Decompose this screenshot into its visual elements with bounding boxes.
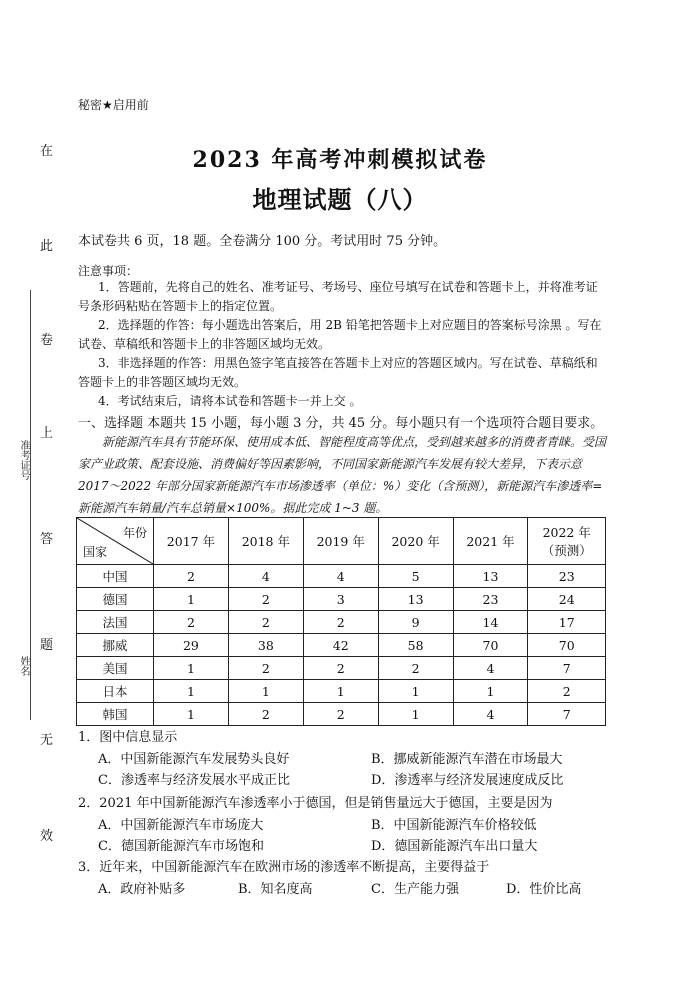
value-cell: 1 bbox=[378, 703, 453, 726]
value-cell: 4 bbox=[303, 565, 378, 588]
country-cell: 德国 bbox=[77, 588, 154, 611]
passage bbox=[78, 431, 610, 519]
year-header: 2020 年 bbox=[378, 518, 453, 565]
margin-char: 题 bbox=[40, 638, 54, 653]
value-cell: 5 bbox=[378, 565, 453, 588]
value-cell: 17 bbox=[528, 611, 606, 634]
table-row bbox=[77, 565, 606, 588]
table-row bbox=[77, 611, 606, 634]
value-cell: 14 bbox=[453, 611, 528, 634]
value-cell: 2 bbox=[303, 703, 378, 726]
penetration-table bbox=[76, 517, 606, 726]
value-cell: 7 bbox=[528, 657, 606, 680]
question-stem: 2．2021 年中国新能源汽车渗透率小于德国，但是销售量远大于德国，主要是因为 bbox=[78, 796, 553, 811]
value-cell: 38 bbox=[228, 634, 303, 657]
question-3 bbox=[78, 856, 618, 899]
question-1 bbox=[78, 726, 618, 790]
option-d[interactable]: D．德国新能源汽车出口量大 bbox=[371, 839, 538, 854]
margin-char: 答 bbox=[40, 532, 54, 547]
year-header: 2018 年 bbox=[228, 518, 303, 565]
option-a[interactable]: A．中国新能源汽车市场庞大 bbox=[98, 818, 264, 833]
value-cell: 1 bbox=[453, 680, 528, 703]
year-header bbox=[528, 518, 606, 565]
notice-list bbox=[78, 278, 608, 411]
option-b[interactable]: B．知名度高 bbox=[238, 882, 313, 897]
subject-title: 地理试题（八） bbox=[252, 186, 428, 214]
option-c[interactable]: C．生产能力强 bbox=[371, 882, 459, 897]
notice-title: 注意事项： bbox=[78, 264, 139, 278]
value-cell: 4 bbox=[453, 657, 528, 680]
country-cell: 中国 bbox=[77, 565, 154, 588]
margin-char: 在 bbox=[40, 144, 54, 159]
exam-title: 2023 年高考冲刺模拟试卷 bbox=[192, 147, 488, 173]
value-cell: 2 bbox=[154, 611, 229, 634]
value-cell: 23 bbox=[453, 588, 528, 611]
value-cell: 1 bbox=[154, 680, 229, 703]
value-cell: 3 bbox=[303, 588, 378, 611]
country-cell: 日本 bbox=[77, 680, 154, 703]
exam-id-label: 准考证号 bbox=[18, 440, 29, 480]
question-stem: 3．近年来，中国新能源汽车在欧洲市场的渗透率不断提高，主要得益于 bbox=[78, 860, 490, 875]
value-cell: 1 bbox=[154, 703, 229, 726]
margin-char: 效 bbox=[40, 829, 54, 844]
country-cell: 韩国 bbox=[77, 703, 154, 726]
last-year-note: （预测） bbox=[541, 543, 592, 558]
value-cell: 42 bbox=[303, 634, 378, 657]
corner-country-label: 国家 bbox=[83, 545, 108, 559]
table-row bbox=[77, 588, 606, 611]
value-cell: 13 bbox=[453, 565, 528, 588]
year-header: 2017 年 bbox=[154, 518, 229, 565]
value-cell: 2 bbox=[228, 657, 303, 680]
value-cell: 1 bbox=[154, 588, 229, 611]
value-cell: 24 bbox=[528, 588, 606, 611]
year-header: 2019 年 bbox=[303, 518, 378, 565]
value-cell: 2 bbox=[228, 703, 303, 726]
value-cell: 13 bbox=[378, 588, 453, 611]
corner-year-label: 年份 bbox=[122, 526, 147, 540]
value-cell: 70 bbox=[528, 634, 606, 657]
option-b[interactable]: B．中国新能源汽车价格较低 bbox=[371, 818, 537, 833]
value-cell: 2 bbox=[228, 611, 303, 634]
last-year-label: 2022 年 bbox=[542, 525, 591, 540]
margin-char: 卷 bbox=[40, 333, 54, 348]
table-row bbox=[77, 634, 606, 657]
country-cell: 挪威 bbox=[77, 634, 154, 657]
notice-item: 3．非选择题的作答：用黑色签字笔直接答在答题卡上对应的答题区域内。写在试卷、草稿纸和答题卡上的非答题区域均无效。 bbox=[78, 356, 598, 389]
margin-char: 上 bbox=[40, 426, 54, 441]
value-cell: 2 bbox=[303, 657, 378, 680]
question-2 bbox=[78, 792, 618, 856]
table-header-row bbox=[77, 518, 606, 565]
value-cell: 1 bbox=[228, 680, 303, 703]
table-row bbox=[77, 657, 606, 680]
value-cell: 2 bbox=[528, 680, 606, 703]
name-label: 姓名 bbox=[18, 656, 29, 676]
option-d[interactable]: D．渗透率与经济发展速度成反比 bbox=[371, 773, 564, 788]
exam-intro: 本试卷共 6 页，18 题。全卷满分 100 分。考试用时 75 分钟。 bbox=[78, 234, 447, 249]
value-cell: 4 bbox=[228, 565, 303, 588]
option-c[interactable]: C．德国新能源汽车市场饱和 bbox=[98, 839, 264, 854]
year-header: 2021 年 bbox=[453, 518, 528, 565]
margin-char: 无 bbox=[40, 733, 54, 748]
value-cell: 1 bbox=[378, 680, 453, 703]
notice-item: 1．答题前，先将自己的姓名、准考证号、考场号、座位号填写在试卷和答题卡上，并将准考证号条形码粘贴在答题卡上的指定位置。 bbox=[78, 280, 598, 313]
value-cell: 2 bbox=[228, 588, 303, 611]
value-cell: 1 bbox=[154, 657, 229, 680]
passage-text: 新能源汽车具有节能环保、使用成本低、智能程度高等优点，受到越来越多的消费者青睐。受国家产业政策、配套设施、消费偏好等因素影响，不同国家新能源汽车发展有较大差异，下表示意 2017～2022 年部分国家新能源汽车市场渗透率（单位：%）变化（含预测），新能源汽车渗透率=新能源汽车销量/汽车总销量×100%。据此完成 1~3 题。 bbox=[78, 435, 607, 515]
option-d[interactable]: D．性价比高 bbox=[506, 882, 582, 897]
margin-char: 此 bbox=[40, 239, 54, 254]
option-c[interactable]: C．渗透率与经济发展水平成正比 bbox=[98, 773, 290, 788]
question-stem: 1．图中信息显示 bbox=[78, 730, 178, 745]
country-cell: 美国 bbox=[77, 657, 154, 680]
notice-item: 2．选择题的作答：每小题选出答案后，用 2B 铅笔把答题卡上对应题目的答案标号涂黑 。写在试卷、草稿纸和答题卡上的非答题区域均无效。 bbox=[78, 318, 602, 351]
notice-item: 4．考试结束后，请将本试卷和答题卡一并上交 。 bbox=[98, 394, 362, 408]
value-cell: 7 bbox=[528, 703, 606, 726]
value-cell: 23 bbox=[528, 565, 606, 588]
option-a[interactable]: A．政府补贴多 bbox=[98, 882, 186, 897]
value-cell: 9 bbox=[378, 611, 453, 634]
table-row bbox=[77, 680, 606, 703]
section-heading: 一、选择题 本题共 15 小题，每小题 3 分，共 45 分。每小题只有一个选项符合题目要求。 bbox=[78, 416, 604, 431]
secret-label: 秘密★启用前 bbox=[78, 98, 149, 112]
country-cell: 法国 bbox=[77, 611, 154, 634]
value-cell: 1 bbox=[303, 680, 378, 703]
value-cell: 2 bbox=[303, 611, 378, 634]
option-a[interactable]: A．中国新能源汽车发展势头良好 bbox=[98, 752, 290, 767]
value-cell: 2 bbox=[378, 657, 453, 680]
table-row bbox=[77, 703, 606, 726]
value-cell: 4 bbox=[453, 703, 528, 726]
value-cell: 70 bbox=[453, 634, 528, 657]
value-cell: 29 bbox=[154, 634, 229, 657]
value-cell: 2 bbox=[154, 565, 229, 588]
value-cell: 58 bbox=[378, 634, 453, 657]
option-b[interactable]: B．挪威新能源汽车潜在市场最大 bbox=[371, 752, 563, 767]
table-corner bbox=[77, 518, 154, 565]
